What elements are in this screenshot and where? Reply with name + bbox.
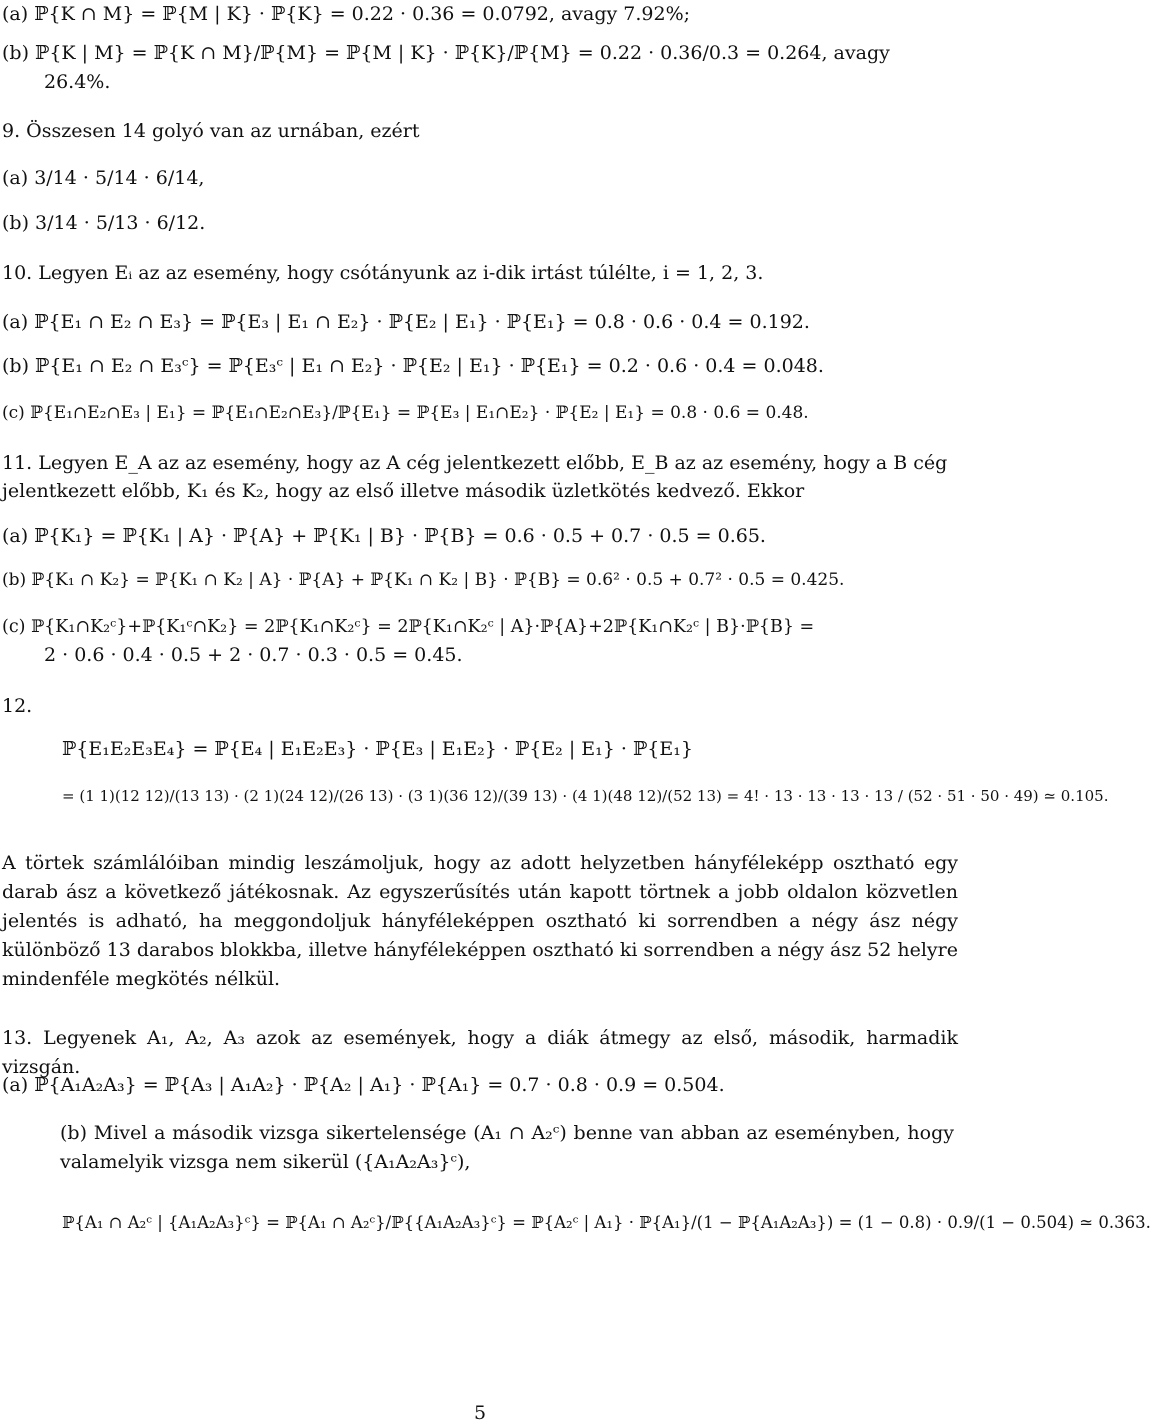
equation: = (1 1)(12 12)/(13 13) · (2 1)(24 12)/(26 13) · (3 1)(36 12)/(39 13) · (4 1)(48 12)/(52 13) = 4! · 13 · 13 · 13 · 13 / (52 · 51 · 50 · 49) ≃ 0.105. <box>62 787 1109 805</box>
text-line: 12. <box>2 695 33 717</box>
text-line: 26.4%. <box>44 71 111 93</box>
text-line: (b) ℙ{E₁ ∩ E₂ ∩ E₃ᶜ} = ℙ{E₃ᶜ | E₁ ∩ E₂} · ℙ{E₂ | E₁} · ℙ{E₁} = 0.2 · 0.6 · 0.4 = 0.048. <box>2 355 824 377</box>
text-line: (b) ℙ{K | M} = ℙ{K ∩ M}/ℙ{M} = ℙ{M | K} · ℙ{K}/ℙ{M} = 0.22 · 0.36/0.3 = 0.264, avagy <box>2 42 890 64</box>
text-line: 2 · 0.6 · 0.4 · 0.5 + 2 · 0.7 · 0.3 · 0.5 = 0.45. <box>44 644 463 666</box>
text-line: (b) ℙ{K₁ ∩ K₂} = ℙ{K₁ ∩ K₂ | A} · ℙ{A} + ℙ{K₁ ∩ K₂ | B} · ℙ{B} = 0.6² · 0.5 + 0.7² · 0.5 = 0.425. <box>2 570 845 590</box>
text-line: (b) 3/14 · 5/13 · 6/12. <box>2 212 206 234</box>
text-line: (c) ℙ{E₁∩E₂∩E₃ | E₁} = ℙ{E₁∩E₂∩E₃}/ℙ{E₁} = ℙ{E₃ | E₁∩E₂} · ℙ{E₂ | E₁} = 0.8 · 0.6 = 0.48. <box>2 403 809 423</box>
paragraph: (b) Mivel a második vizsga sikertelensége (A₁ ∩ A₂ᶜ) benne van abban az eseményben, hogy valamelyik vizsga nem sikerül ({A₁A₂A₃}ᶜ), <box>60 1122 954 1173</box>
text-line: 10. Legyen Eᵢ az az esemény, hogy csótányunk az i-dik irtást túlélte, i = 1, 2, 3. <box>2 262 764 284</box>
text-line: 11. Legyen E_A az az esemény, hogy az A cég jelentkezett előbb, E_B az az esemény, hogy a B cég <box>2 452 948 474</box>
text-line: (a) 3/14 · 5/14 · 6/14, <box>2 167 205 189</box>
text-line: (a) ℙ{A₁A₂A₃} = ℙ{A₃ | A₁A₂} · ℙ{A₂ | A₁} · ℙ{A₁} = 0.7 · 0.8 · 0.9 = 0.504. <box>2 1074 725 1096</box>
page-number: 5 <box>473 1402 487 1424</box>
text-line: (a) ℙ{E₁ ∩ E₂ ∩ E₃} = ℙ{E₃ | E₁ ∩ E₂} · ℙ{E₂ | E₁} · ℙ{E₁} = 0.8 · 0.6 · 0.4 = 0.192. <box>2 311 810 333</box>
equation: ℙ{E₁E₂E₃E₄} = ℙ{E₄ | E₁E₂E₃} · ℙ{E₃ | E₁E₂} · ℙ{E₂ | E₁} · ℙ{E₁} <box>62 738 693 760</box>
text-line: (c) ℙ{K₁∩K₂ᶜ}+ℙ{K₁ᶜ∩K₂} = 2ℙ{K₁∩K₂ᶜ} = 2ℙ{K₁∩K₂ᶜ | A}·ℙ{A}+2ℙ{K₁∩K₂ᶜ | B}·ℙ{B} = <box>2 617 815 637</box>
equation: ℙ{A₁ ∩ A₂ᶜ | {A₁A₂A₃}ᶜ} = ℙ{A₁ ∩ A₂ᶜ}/ℙ{{A₁A₂A₃}ᶜ} = ℙ{A₂ᶜ | A₁} · ℙ{A₁}/(1 − ℙ{A₁A₂A₃}) = (1 − 0.8) · 0.9/(1 − 0.504) ≃ 0.363. <box>62 1213 1151 1232</box>
paragraph: A törtek számlálóiban mindig leszámoljuk, hogy az adott helyzetben hányféleképp osztható egy darab ász a következő játékosnak. Az egyszerűsítés után kapott törtnek a jobb oldalon közvetlen jelentés is adható, ha meggondoljuk hányféleképpen osztható ki sorrendben a négy ász négy különböző 13 darabos blokkba, illetve hányféleképpen osztható ki sorrendben a négy ász 52 helyre mindenféle megkötés nélkül. <box>2 852 958 990</box>
paragraph: 13. Legyenek A₁, A₂, A₃ azok az események, hogy a diák átmegy az első, második, harmadik vizsgán. <box>2 1027 958 1078</box>
text-line: (a) ℙ{K₁} = ℙ{K₁ | A} · ℙ{A} + ℙ{K₁ | B} · ℙ{B} = 0.6 · 0.5 + 0.7 · 0.5 = 0.65. <box>2 525 766 547</box>
text-line: jelentkezett előbb, K₁ és K₂, hogy az első illetve második üzletkötés kedvező. Ekkor <box>2 480 805 502</box>
text-line: 9. Összesen 14 golyó van az urnában, ezért <box>2 120 420 142</box>
text-line: (a) ℙ{K ∩ M} = ℙ{M | K} · ℙ{K} = 0.22 · 0.36 = 0.0792, avagy 7.92%; <box>2 3 691 25</box>
